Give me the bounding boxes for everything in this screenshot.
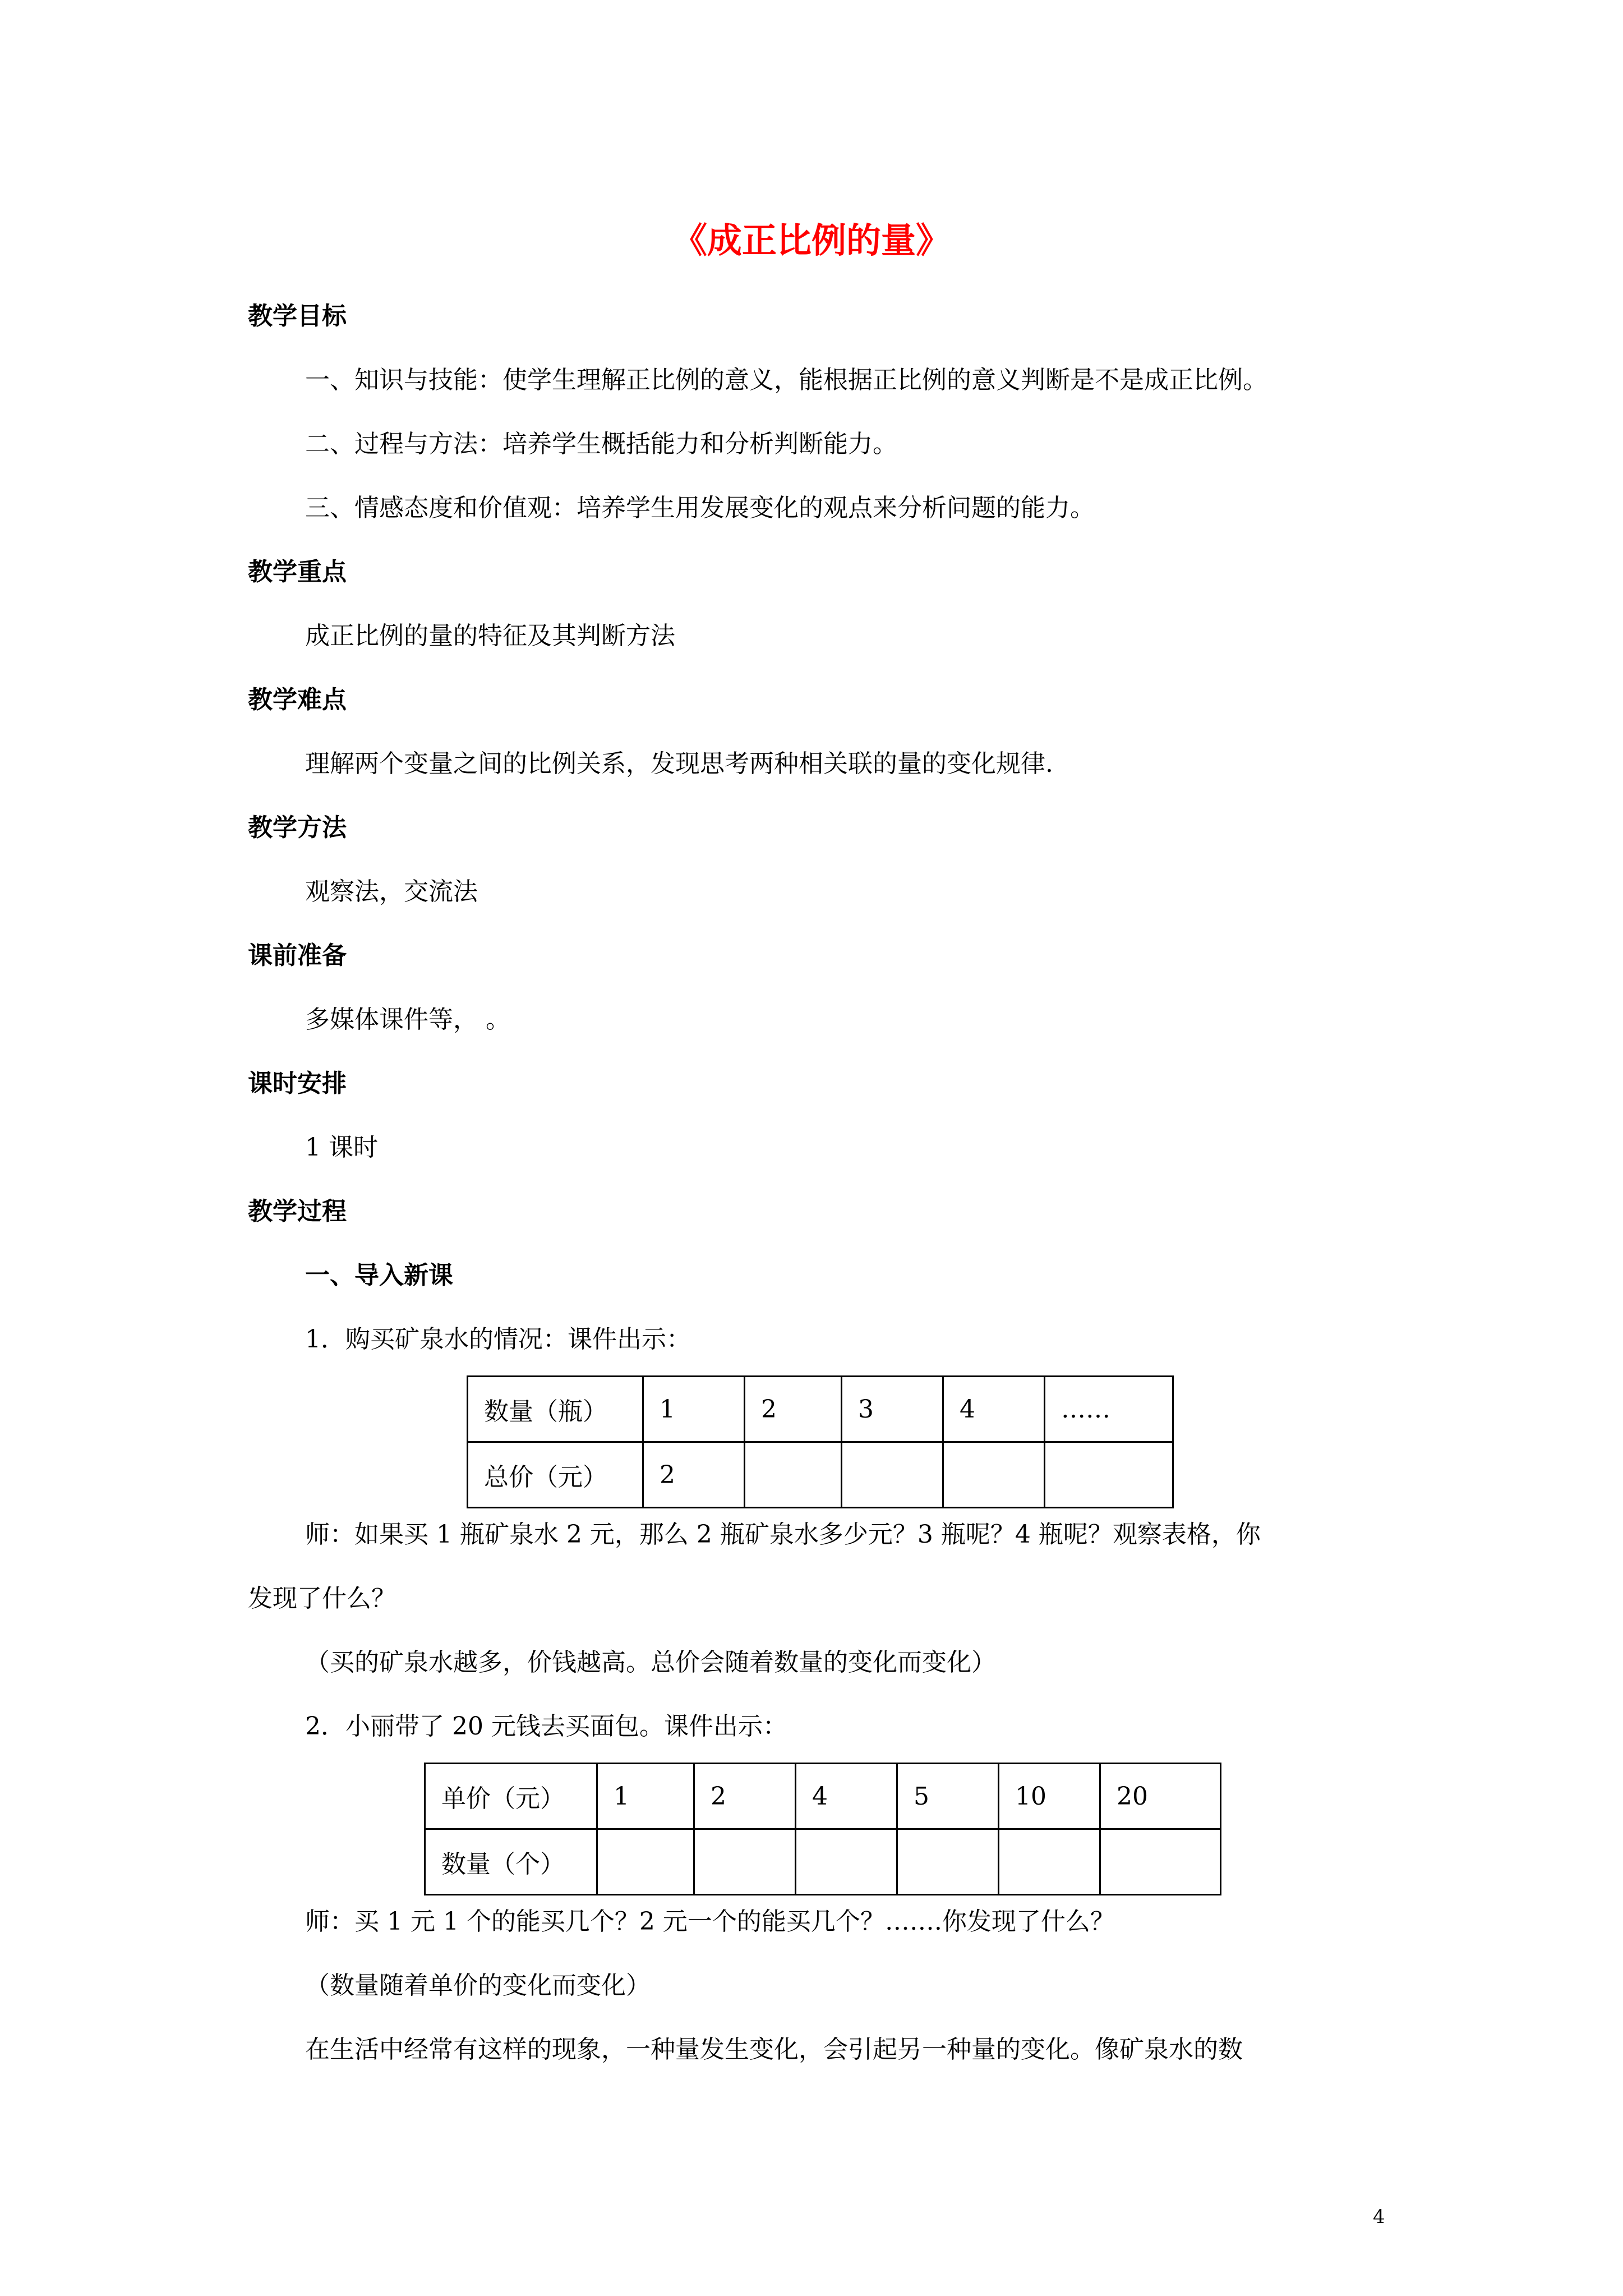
item-2-intro: 2．小丽带了 20 元钱去买面包。课件出示： xyxy=(305,1712,787,1741)
table-cell xyxy=(897,1829,999,1895)
table-cell: 10 xyxy=(999,1764,1100,1829)
table-cell: …… xyxy=(1045,1377,1173,1442)
closing-paragraph: 在生活中经常有这样的现象，一种量发生变化，会引起另一种量的变化。像矿泉水的数 xyxy=(305,2035,1243,2064)
table-cell: 2 xyxy=(643,1442,745,1508)
table-cell: 4 xyxy=(796,1764,897,1829)
heading-preparation: 课前准备 xyxy=(248,941,347,970)
table-cell: 3 xyxy=(842,1377,943,1442)
heading-key-points: 教学重点 xyxy=(248,558,347,586)
table-cell: 总价（元） xyxy=(468,1442,643,1508)
heading-process: 教学过程 xyxy=(248,1197,347,1226)
answer-2: （数量随着单价的变化而变化） xyxy=(305,1971,651,2000)
table-cell: 20 xyxy=(1100,1764,1221,1829)
heading-methods: 教学方法 xyxy=(248,813,347,842)
teacher-question-1-cont: 发现了什么？ xyxy=(248,1584,396,1613)
table-cell: 2 xyxy=(694,1764,796,1829)
table-row xyxy=(425,1829,1221,1895)
table-bread xyxy=(424,1763,1221,1895)
answer-1: （买的矿泉水越多，价钱越高。总价会随着数量的变化而变化） xyxy=(305,1648,996,1677)
heading-schedule: 课时安排 xyxy=(248,1069,347,1098)
table-cell xyxy=(1045,1442,1173,1508)
table-cell xyxy=(999,1829,1100,1895)
table-cell xyxy=(745,1442,842,1508)
table-cell xyxy=(1100,1829,1221,1895)
preparation-text: 多媒体课件等， 。 xyxy=(305,1005,510,1034)
teacher-question-2: 师：买 1 元 1 个的能买几个？2 元一个的能买几个？…….你发现了什么？ xyxy=(305,1907,1115,1936)
table-cell xyxy=(796,1829,897,1895)
difficulties-text: 理解两个变量之间的比例关系，发现思考两种相关联的量的变化规律. xyxy=(305,749,1053,778)
table-cell: 5 xyxy=(897,1764,999,1829)
page-title: 《成正比例的量》 xyxy=(672,220,951,261)
table-cell xyxy=(842,1442,943,1508)
heading-difficulties: 教学难点 xyxy=(248,685,347,714)
table-cell xyxy=(943,1442,1045,1508)
heading-goals: 教学目标 xyxy=(248,302,347,330)
table-water xyxy=(467,1375,1174,1508)
subheading-intro: 一、导入新课 xyxy=(305,1261,453,1290)
table-row xyxy=(425,1764,1221,1829)
key-points-text: 成正比例的量的特征及其判断方法 xyxy=(305,622,675,650)
page-number: 4 xyxy=(1373,2206,1385,2228)
table-row xyxy=(468,1442,1173,1508)
goal-item-3: 三、情感态度和价值观：培养学生用发展变化的观点来分析问题的能力。 xyxy=(305,494,1095,522)
table-cell: 1 xyxy=(643,1377,745,1442)
goal-item-2: 二、过程与方法：培养学生概括能力和分析判断能力。 xyxy=(305,430,897,458)
table-cell: 2 xyxy=(745,1377,842,1442)
schedule-text: 1 课时 xyxy=(305,1133,378,1162)
teacher-question-1: 师：如果买 1 瓶矿泉水 2 元，那么 2 瓶矿泉水多少元？3 瓶呢？4 瓶呢？观察表格，你 xyxy=(305,1520,1261,1549)
table-cell: 单价（元） xyxy=(425,1764,597,1829)
table-cell: 数量（个） xyxy=(425,1829,597,1895)
table-cell: 1 xyxy=(597,1764,694,1829)
item-1-intro: 1．购买矿泉水的情况：课件出示： xyxy=(305,1325,691,1354)
table-cell: 数量（瓶） xyxy=(468,1377,643,1442)
table-row xyxy=(468,1377,1173,1442)
goal-item-1: 一、知识与技能：使学生理解正比例的意义，能根据正比例的意义判断是不是成正比例。 xyxy=(305,366,1267,394)
table-cell xyxy=(694,1829,796,1895)
methods-text: 观察法，交流法 xyxy=(305,877,478,906)
table-cell: 4 xyxy=(943,1377,1045,1442)
table-cell xyxy=(597,1829,694,1895)
